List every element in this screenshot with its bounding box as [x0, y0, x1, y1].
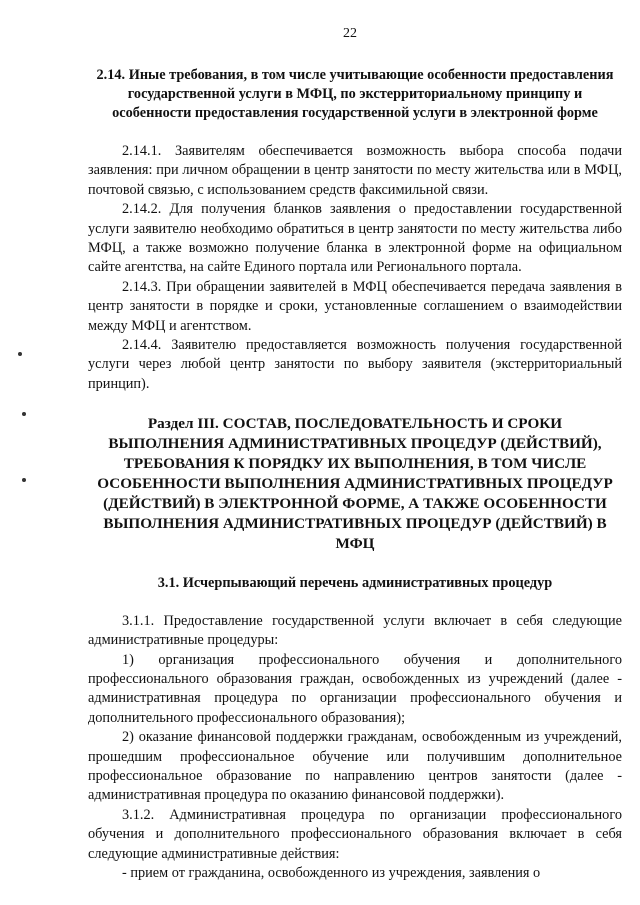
paragraph-2-14-1: 2.14.1. Заявителям обеспечивается возможность выбора способа подачи заявления: при личном обращении в центр занятости по месту жительства или в МФЦ, почтовой связью, с использованием средств факсимильной связи. [88, 143, 622, 198]
paragraph-2-14-2: 2.14.2. Для получения бланков заявления о предоставлении государственной услуги заявителю необходимо обратиться в центр занятости по месту жительства либо МФЦ, а также возможно получение бланка в электронной форме на официальном сайте агентства, на сайте Единого портала или Регионального портала. [88, 201, 622, 276]
scan-mark [22, 478, 26, 482]
list-item-2: 2) оказание финансовой поддержки гражданам, освобожденным из учреждений, прошедшим профессиональное обучение или получившим дополнительное профессиональное образование по направлению центров занятости (далее - административная процедура по оказанию финансовой поддержки). [88, 729, 622, 804]
scan-mark [18, 352, 22, 356]
paragraph-3-1-2: 3.1.2. Административная процедура по организации профессионального обучения и дополнительного профессионального образования включает в себя следующие административные действия: [88, 806, 622, 862]
paragraph-2-14-3: 2.14.3. При обращении заявителей в МФЦ обеспечивается передача заявления в центр занятости в порядке и сроки, установленные соглашением о взаимодействии между МФЦ и агентством. [88, 278, 622, 334]
heading-3-1: 3.1. Исчерпывающий перечень административных процедур [157, 575, 553, 592]
section-3-title: Раздел III. СОСТАВ, ПОСЛЕДОВАТЕЛЬНОСТЬ И СРОКИ ВЫПОЛНЕНИЯ АДМИНИСТРАТИВНЫХ ПРОЦЕДУР (ДЕЙСТВИЙ), ТРЕБОВАНИЯ К ПОРЯДКУ ИХ ВЫПОЛНЕНИЯ, В ТОМ ЧИСЛЕ ОСОБЕННОСТИ ВЫПОЛНЕНИЯ АДМИНИСТРАТИВНЫХ ПРОЦЕДУР (ДЕЙСТВИЙ) В ЭЛЕКТРОННОЙ ФОРМЕ, А ТАКЖЕ ОСОБЕННОСТИ ВЫПОЛНЕНИЯ АДМИНИСТРАТИВНЫХ ПРОЦЕДУР (ДЕЙСТВИЙ) В МФЦ [97, 415, 613, 553]
page-number: 22 [343, 26, 357, 41]
list-item-1: 1) организация профессионального обучения и дополнительного профессионального образования граждан, освобожденных из учреждений (далее - административная процедура по организации профессионального обучения и дополнительного профессионального образования); [88, 651, 622, 726]
paragraph-3-1-1: 3.1.1. Предоставление государственной услуги включает в себя следующие административные процедуры: [88, 612, 622, 649]
list-item-dash: - прием от гражданина, освобожденного из учреждения, заявления о [122, 864, 541, 881]
heading-2-14: 2.14. Иные требования, в том числе учитывающие особенности предоставления государственной услуги в МФЦ, по экстерриториальному принципу и особенности предоставления государственной услуги в электронной форме [96, 67, 614, 121]
document-body [88, 66, 622, 883]
paragraph-2-14-4: 2.14.4. Заявителю предоставляется возможность получения государственной услуги через любой центр занятости по выбору заявителя (экстерриториальный принцип). [88, 337, 622, 392]
scan-mark [22, 412, 26, 416]
